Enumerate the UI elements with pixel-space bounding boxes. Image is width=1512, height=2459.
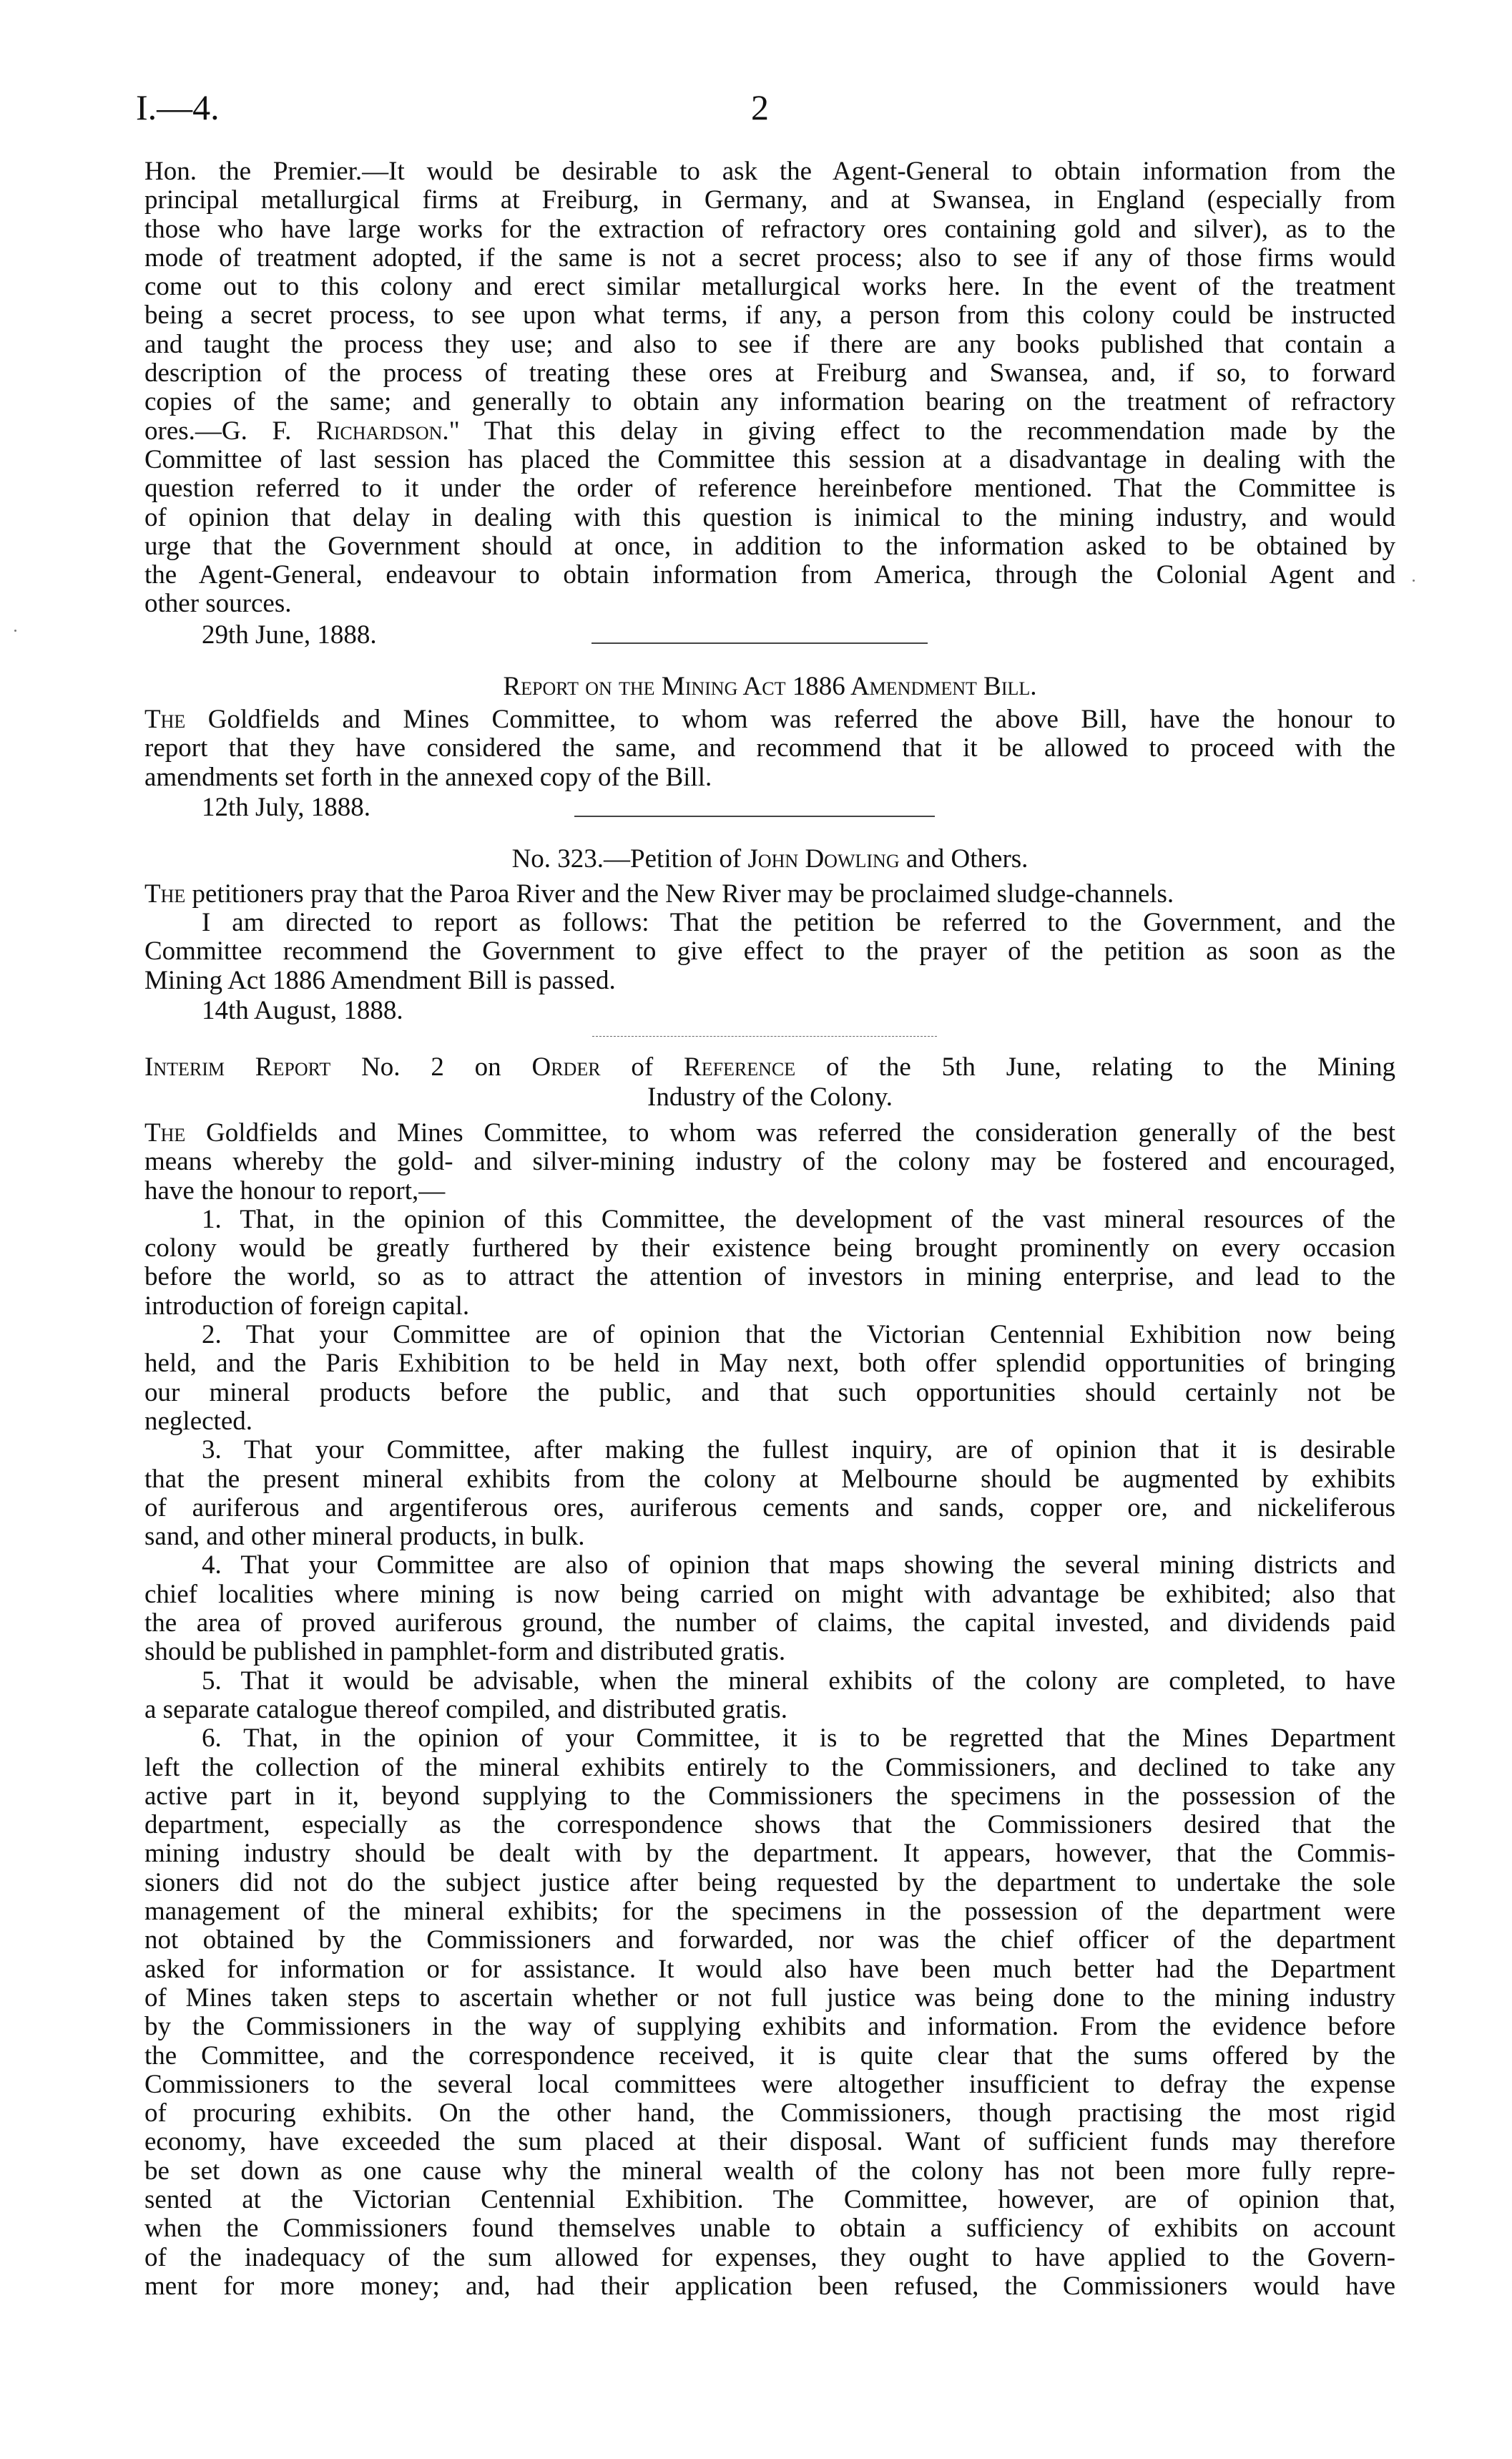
text-line: of opinion that delay in dealing with this question is inimical to the mining industry, and would: [144, 502, 1395, 532]
text-line: the area of proved auriferous ground, the number of claims, the capital invested, and dividends paid: [144, 1608, 1395, 1638]
text-line: 6. That, in the opinion of your Committee, it is to be regretted that the Mines Department: [202, 1724, 1395, 1754]
text-line: [144, 1119, 1395, 1148]
small-caps-text: Richardson: [316, 416, 443, 446]
text-line: management of the mineral exhibits; for the specimens in the possession of the department were: [144, 1897, 1395, 1927]
paragraph-item-1: [144, 1206, 1395, 1321]
text-line: I am directed to report as follows: That the petition be referred to the Government, and the: [202, 908, 1395, 937]
text-line: ment for more money; and, had their application been refused, the Commissioners would have: [144, 2271, 1395, 2301]
text-segment: of: [600, 1052, 684, 1082]
text-line: Hon. the Premier.—It would be desirable to ask the Agent-General to obtain information from the: [144, 157, 1395, 186]
text-line: asked for information or for assistance. It would also have been much better had the Department: [144, 1954, 1395, 1984]
small-caps-text: Reference: [684, 1052, 796, 1082]
text-line: be set down as one cause why the mineral wealth of the colony has not been more fully repre-: [144, 2156, 1395, 2186]
document-reference: I.—4.: [136, 87, 220, 127]
date-29-june: 29th June, 1888.: [202, 620, 377, 650]
text-line: [144, 1053, 1395, 1082]
text-line: 2. That your Committee are of opinion that the Victorian Centennial Exhibition now being: [202, 1320, 1395, 1350]
small-caps-text: The: [144, 705, 186, 734]
text-line: Industry of the Colony.: [647, 1082, 893, 1112]
text-line: copies of the same; and generally to obtain any information bearing on the treatment of refractory: [144, 387, 1395, 417]
text-line: not obtained by the Commissioners and forwarded, nor was the chief officer of the department: [144, 1925, 1395, 1955]
small-caps-text: John Dowling: [747, 844, 900, 874]
text-line: of Mines taken steps to ascertain whether or not full justice was being done to the mining industry: [144, 1983, 1395, 2013]
text-line: that the present mineral exhibits from the colony at Melbourne should be augmented by exhibits: [144, 1464, 1395, 1494]
text-line: Mining Act 1886 Amendment Bill is passed.: [144, 965, 616, 995]
text-segment: Goldfields and Mines Committee, to whom was referred the above Bill, have the honour to: [185, 705, 1395, 734]
text-line: Commissioners to the several local committees were altogether insufficient to defray the expense: [144, 2069, 1395, 2099]
text-line: and taught the process they use; and also to see if there are any books published that contain a: [144, 329, 1395, 359]
text-line: by the Commissioners in the way of supplying exhibits and information. From the evidence before: [144, 2012, 1395, 2042]
text-line: principal metallurgical firms at Freiburg, in Germany, and at Swansea, in England (especially from: [144, 185, 1395, 215]
text-line: should be published in pamphlet-form and distributed gratis.: [144, 1637, 786, 1667]
text-line: have the honour to report,—: [144, 1175, 446, 1206]
paragraph-item-5: [144, 1667, 1395, 1725]
text-line: [144, 880, 1395, 909]
text-line: active part in it, beyond supplying to the Commissioners the specimens in the possession of the: [144, 1781, 1395, 1811]
text-line: question referred to it under the order of reference hereinbefore mentioned. That the Committee is: [144, 474, 1395, 504]
text-line: those who have large works for the extraction of refractory ores containing gold and silver), as to the: [144, 214, 1395, 244]
text-line: mode of treatment adopted, if the same is not a secret process; also to see if any of those firms would: [144, 243, 1395, 273]
text-line: of auriferous and argentiferous ores, auriferous cements and sands, copper ore, and nickeliferous: [144, 1492, 1395, 1522]
text-segment: and Others.: [899, 844, 1029, 874]
text-line: held, and the Paris Exhibition to be held in May next, both offer splendid opportunities of bringing: [144, 1349, 1395, 1379]
text-line: neglected.: [144, 1406, 252, 1436]
paragraph-item-2: [144, 1321, 1395, 1436]
text-line: 1. That, in the opinion of this Committee, the development of the vast mineral resources of the: [202, 1204, 1395, 1234]
section-title-interim-report-line2: [144, 1083, 1395, 1112]
text-line: of procuring exhibits. On the other hand, the Commissioners, though practising the most rigid: [144, 2098, 1395, 2128]
small-caps-text: The: [144, 1118, 186, 1148]
section-title-mining-act-report: [144, 673, 1395, 701]
text-line: the Agent-General, endeavour to obtain information from America, through the Colonial Agent and: [144, 560, 1395, 590]
text-line: when the Commissioners found themselves unable to obtain a sufficiency of exhibits on account: [144, 2214, 1395, 2244]
paragraph-item-4: [144, 1551, 1395, 1666]
section-divider: [574, 816, 935, 817]
section-title-petition-323: [144, 845, 1395, 874]
paragraph-item-3: [144, 1436, 1395, 1551]
section-divider: [591, 642, 928, 644]
text-line: description of the process of treating these ores at Freiburg and Swansea, and, if so, to forward: [144, 358, 1395, 388]
text-segment: No. 2 on: [330, 1052, 532, 1082]
paragraph-petition-report: [144, 909, 1395, 995]
paragraph-item-6: [144, 1724, 1395, 2301]
text-segment: petitioners pray that the Paroa River and the New River may be proclaimed sludge-channels.: [185, 879, 1174, 909]
page-number: 2: [751, 87, 769, 127]
small-caps-text: Report on the Mining Act 1886 Amendment Bill.: [503, 672, 1037, 701]
text-line: 5. That it would be advisable, when the mineral exhibits of the colony are completed, to have: [202, 1666, 1395, 1696]
text-segment: No. 323.—Petition of: [511, 844, 748, 874]
text-line: before the world, so as to attract the attention of investors in mining enterprise, and lead to the: [144, 1262, 1395, 1292]
text-line: amendments set forth in the annexed copy of the Bill.: [144, 762, 712, 792]
text-line: 4. That your Committee are also of opinion that maps showing the several mining districts and: [202, 1550, 1395, 1580]
interim-report-body: [144, 1119, 1395, 2301]
section-title-interim-report: [144, 1053, 1395, 1082]
text-line: economy, have exceeded the sum placed at their disposal. Want of sufficient funds may therefore: [144, 2127, 1395, 2157]
text-line: department, especially as the correspondence shows that the Commissioners desired that the: [144, 1810, 1395, 1840]
text-line: colony would be greatly furthered by their existence being brought prominently on every occasion: [144, 1233, 1395, 1263]
text-line: [144, 417, 1395, 446]
text-line: sand, and other mineral products, in bulk.: [144, 1522, 585, 1552]
text-segment: of the 5th June, relating to the Mining: [795, 1052, 1395, 1082]
text-line: means whereby the gold- and silver-mining industry of the colony may be fostered and encouraged,: [144, 1147, 1395, 1177]
text-line: chief localities where mining is now being carried on might with advantage be exhibited; also that: [144, 1579, 1395, 1609]
text-line: [144, 845, 1395, 874]
text-line: mining industry should be dealt with by the department. It appears, however, that the Commis-: [144, 1839, 1395, 1869]
small-caps-text: Interim Report: [144, 1052, 331, 1082]
text-line: Committee recommend the Government to give effect to the prayer of the petition as soon as the: [144, 937, 1395, 967]
paragraph-interim-intro: [144, 1119, 1395, 1206]
date-12-july: 12th July, 1888.: [202, 793, 371, 822]
text-line: report that they have considered the same, and recommend that it be allowed to proceed with the: [144, 733, 1395, 763]
text-segment: ." That this delay in giving effect to the recommendation made by the: [442, 416, 1395, 446]
small-caps-text: The: [144, 879, 186, 909]
text-line: introduction of foreign capital.: [144, 1291, 470, 1321]
paragraph-mining-act-report: [144, 705, 1395, 792]
small-caps-text: Order: [531, 1052, 601, 1082]
text-line: 3. That your Committee, after making the fullest inquiry, are of opinion that it is desirable: [202, 1435, 1395, 1465]
text-line: the Committee, and the correspondence received, it is quite clear that the sums offered by the: [144, 2040, 1395, 2071]
print-speck: [1413, 580, 1415, 582]
paragraph-premier-recommendation: [144, 157, 1395, 619]
text-line: come out to this colony and erect similar metallurgical works here. In the event of the treatment: [144, 272, 1395, 302]
text-line: Committee of last session has placed the Committee this session at a disadvantage in dealing with the: [144, 444, 1395, 474]
print-speck: [14, 630, 16, 632]
text-segment: ores.—G. F.: [144, 416, 317, 446]
text-segment: Goldfields and Mines Committee, to whom was referred the consideration generally of the best: [185, 1118, 1395, 1148]
text-line: other sources.: [144, 589, 292, 619]
text-line: being a secret process, to see upon what terms, if any, a person from this colony could be instructed: [144, 300, 1395, 331]
text-line: our mineral products before the public, and that such opportunities should certainly not be: [144, 1377, 1395, 1407]
text-line: a separate catalogue thereof compiled, and distributed gratis.: [144, 1694, 787, 1724]
text-line: sioners did not do the subject justice after being requested by the department to undertake the sole: [144, 1867, 1395, 1897]
text-line: sented at the Victorian Centennial Exhibition. The Committee, however, are of opinion that,: [144, 2184, 1395, 2214]
text-line: [144, 705, 1395, 734]
text-line: urge that the Government should at once, in addition to the information asked to be obtained by: [144, 531, 1395, 561]
paragraph-petition-prayer: [144, 880, 1395, 909]
text-line: [144, 673, 1395, 701]
section-divider: [592, 1036, 937, 1037]
date-14-august: 14th August, 1888.: [202, 996, 403, 1025]
text-line: of the inadequacy of the sum allowed for expenses, they ought to have applied to the Govern-: [144, 2242, 1395, 2272]
text-line: left the collection of the mineral exhibits entirely to the Commissioners, and declined to take any: [144, 1752, 1395, 1782]
